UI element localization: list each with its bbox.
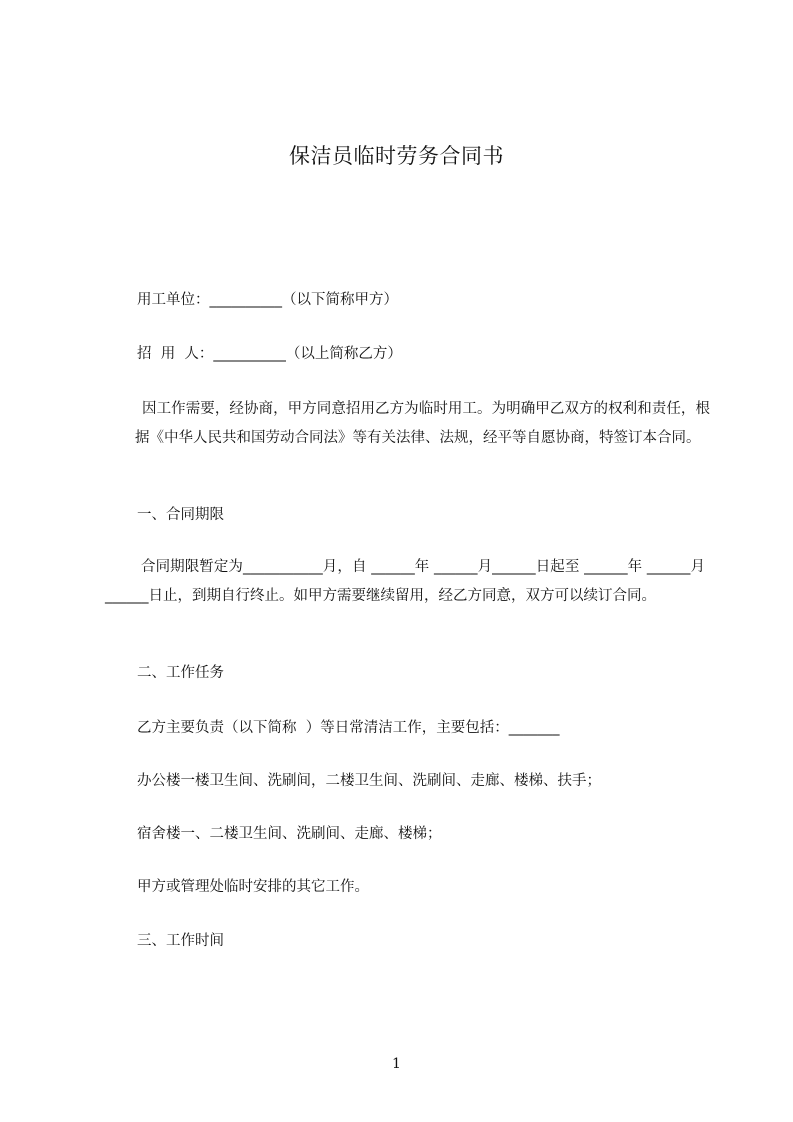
employer-line: 用工单位：__________（以下简称甲方） bbox=[137, 292, 398, 308]
section1-heading: 一、合同期限 bbox=[137, 507, 224, 523]
section2-line-office: 办公楼一楼卫生间、洗刷间，二楼卫生间、洗刷间、走廊、楼梯、扶手； bbox=[137, 773, 601, 789]
page-title: 保洁员临时劳务合同书 bbox=[289, 144, 504, 168]
section2-line-other: 甲方或管理处临时安排的其它工作。 bbox=[137, 879, 369, 895]
section2-line-dorm: 宿舍楼一、二楼卫生间、洗刷间、走廊、楼梯； bbox=[137, 826, 442, 842]
page-number: 1 bbox=[392, 1056, 401, 1072]
section1-paragraph: 合同期限暂定为___________月，自 ______年 ______月______日起至 ______年 ______月______日止，到期自行终止。如甲方需要继续留用，经乙方同意，双方可以续订合同。 bbox=[105, 559, 705, 604]
employee-line: 招 用 人：__________（以上简称乙方） bbox=[137, 346, 402, 362]
section2-line-tasks: 乙方主要负责（以下简称 ）等日常清洁工作，主要包括：_______ bbox=[137, 720, 560, 736]
intro-paragraph: 因工作需要，经协商，甲方同意招用乙方为临时用工。为明确甲乙双方的权利和责任，根据《中华人民共和国劳动合同法》等有关法律、法规，经平等自愿协商，特签订本合同。 bbox=[135, 401, 710, 446]
section2-heading: 二、工作任务 bbox=[137, 665, 224, 681]
section3-heading: 三、工作时间 bbox=[137, 933, 224, 949]
